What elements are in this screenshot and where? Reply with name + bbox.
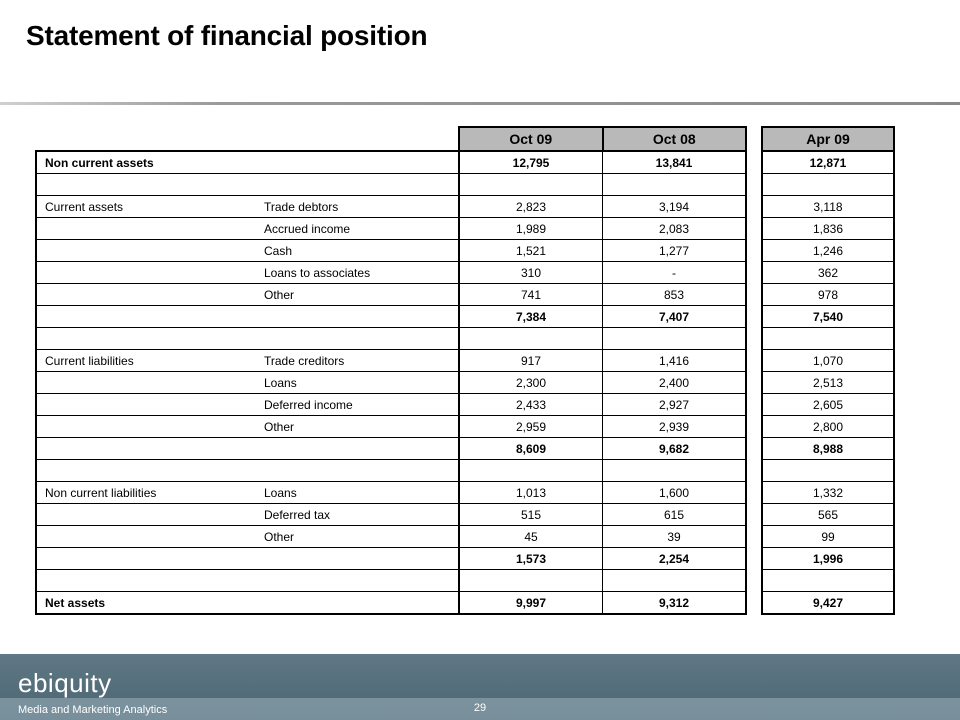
value-oct08: 2,400 xyxy=(603,372,747,394)
value-apr09: 565 xyxy=(762,504,894,526)
item-label xyxy=(252,306,459,328)
item-label xyxy=(252,570,459,592)
value-apr09: 1,070 xyxy=(762,350,894,372)
financial-position-table xyxy=(35,126,747,615)
value-apr09: 362 xyxy=(762,262,894,284)
value-oct09: 1,989 xyxy=(459,218,603,240)
table-row xyxy=(36,482,746,504)
table-row xyxy=(36,284,746,306)
table-row xyxy=(36,394,746,416)
item-label: Deferred income xyxy=(252,394,459,416)
section-label: Current liabilities xyxy=(36,350,252,372)
table-row xyxy=(36,196,746,218)
item-label: Accrued income xyxy=(252,218,459,240)
item-label xyxy=(252,548,459,570)
table-row xyxy=(36,262,746,284)
item-label: Other xyxy=(252,526,459,548)
table-row xyxy=(36,460,746,482)
value-apr09 xyxy=(762,570,894,592)
table-row xyxy=(762,592,894,615)
item-label xyxy=(252,151,459,174)
value-oct08: 3,194 xyxy=(603,196,747,218)
table-row xyxy=(762,196,894,218)
table-row xyxy=(762,416,894,438)
table-row xyxy=(762,151,894,174)
value-oct08 xyxy=(603,174,747,196)
section-label xyxy=(36,240,252,262)
value-oct08 xyxy=(603,460,747,482)
item-label xyxy=(252,174,459,196)
section-label xyxy=(36,328,252,350)
value-apr09: 1,996 xyxy=(762,548,894,570)
title-divider xyxy=(0,102,960,105)
table-row xyxy=(36,570,746,592)
value-oct09: 8,609 xyxy=(459,438,603,460)
item-label: Trade creditors xyxy=(252,350,459,372)
table-row xyxy=(762,394,894,416)
value-apr09: 1,246 xyxy=(762,240,894,262)
section-label xyxy=(36,174,252,196)
item-label xyxy=(252,460,459,482)
table-row xyxy=(762,174,894,196)
value-oct09: 7,384 xyxy=(459,306,603,328)
value-oct09: 1,573 xyxy=(459,548,603,570)
value-oct09: 1,013 xyxy=(459,482,603,504)
table-row xyxy=(36,328,746,350)
value-apr09: 7,540 xyxy=(762,306,894,328)
value-oct08: 1,277 xyxy=(603,240,747,262)
value-oct08: 853 xyxy=(603,284,747,306)
table-row xyxy=(36,174,746,196)
value-oct09 xyxy=(459,460,603,482)
value-oct09: 917 xyxy=(459,350,603,372)
value-oct08: 13,841 xyxy=(603,151,747,174)
table-row xyxy=(36,526,746,548)
value-oct09: 1,521 xyxy=(459,240,603,262)
value-oct09: 515 xyxy=(459,504,603,526)
table-row xyxy=(36,416,746,438)
section-label: Non current assets xyxy=(36,151,252,174)
item-label: Cash xyxy=(252,240,459,262)
value-apr09: 2,513 xyxy=(762,372,894,394)
item-label: Deferred tax xyxy=(252,504,459,526)
section-label xyxy=(36,460,252,482)
value-oct09: 2,300 xyxy=(459,372,603,394)
table-row xyxy=(762,482,894,504)
value-oct08 xyxy=(603,570,747,592)
section-label: Current assets xyxy=(36,196,252,218)
table-row xyxy=(762,240,894,262)
company-logo: ebiquity xyxy=(18,668,112,698)
value-apr09 xyxy=(762,174,894,196)
value-apr09 xyxy=(762,328,894,350)
value-apr09: 978 xyxy=(762,284,894,306)
value-oct08: 2,083 xyxy=(603,218,747,240)
item-label: Loans to associates xyxy=(252,262,459,284)
item-label: Loans xyxy=(252,482,459,504)
table-row xyxy=(762,306,894,328)
table-row xyxy=(36,592,746,615)
section-label xyxy=(36,372,252,394)
value-oct09: 2,433 xyxy=(459,394,603,416)
section-label xyxy=(36,218,252,240)
value-apr09: 1,836 xyxy=(762,218,894,240)
table-row xyxy=(762,570,894,592)
table-row xyxy=(36,306,746,328)
value-oct08: 9,682 xyxy=(603,438,747,460)
table-row xyxy=(762,372,894,394)
section-label: Net assets xyxy=(36,592,252,615)
item-label: Loans xyxy=(252,372,459,394)
item-label xyxy=(252,438,459,460)
value-oct09: 2,959 xyxy=(459,416,603,438)
table-row xyxy=(36,438,746,460)
value-oct08: 2,939 xyxy=(603,416,747,438)
value-oct08: 39 xyxy=(603,526,747,548)
value-apr09: 99 xyxy=(762,526,894,548)
value-oct09: 310 xyxy=(459,262,603,284)
item-label: Other xyxy=(252,284,459,306)
section-label xyxy=(36,284,252,306)
section-label xyxy=(36,306,252,328)
table-row xyxy=(36,240,746,262)
item-label xyxy=(252,592,459,615)
table-row xyxy=(762,548,894,570)
value-oct08: 1,600 xyxy=(603,482,747,504)
column-header-oct08: Oct 08 xyxy=(603,127,747,151)
value-oct08: 2,927 xyxy=(603,394,747,416)
table-row xyxy=(36,548,746,570)
table-row xyxy=(762,438,894,460)
section-label xyxy=(36,394,252,416)
item-label xyxy=(252,328,459,350)
section-label xyxy=(36,438,252,460)
company-tagline: Media and Marketing Analytics xyxy=(18,704,168,716)
value-oct09: 2,823 xyxy=(459,196,603,218)
item-label: Trade debtors xyxy=(252,196,459,218)
section-label xyxy=(36,262,252,284)
table-row xyxy=(36,372,746,394)
section-label xyxy=(36,416,252,438)
value-oct09 xyxy=(459,174,603,196)
column-header-oct09: Oct 09 xyxy=(459,127,603,151)
table-row xyxy=(762,328,894,350)
value-oct09 xyxy=(459,328,603,350)
value-apr09: 12,871 xyxy=(762,151,894,174)
section-label xyxy=(36,504,252,526)
page-title: Statement of financial position xyxy=(26,20,428,51)
value-oct09: 9,997 xyxy=(459,592,603,615)
section-label xyxy=(36,570,252,592)
table-row xyxy=(36,504,746,526)
value-oct08: 2,254 xyxy=(603,548,747,570)
value-oct09 xyxy=(459,570,603,592)
table-row xyxy=(762,504,894,526)
section-label xyxy=(36,548,252,570)
page-number: 29 xyxy=(473,702,487,714)
comparison-table xyxy=(761,126,895,615)
table-row xyxy=(762,460,894,482)
table-row xyxy=(762,526,894,548)
value-apr09 xyxy=(762,460,894,482)
value-apr09: 8,988 xyxy=(762,438,894,460)
value-oct08: 9,312 xyxy=(603,592,747,615)
value-oct08: - xyxy=(603,262,747,284)
header-blank xyxy=(36,127,459,151)
value-apr09: 2,800 xyxy=(762,416,894,438)
table-row xyxy=(36,218,746,240)
value-apr09: 3,118 xyxy=(762,196,894,218)
section-label xyxy=(36,526,252,548)
table-row xyxy=(36,350,746,372)
value-apr09: 2,605 xyxy=(762,394,894,416)
value-oct09: 741 xyxy=(459,284,603,306)
value-oct09: 45 xyxy=(459,526,603,548)
value-apr09: 9,427 xyxy=(762,592,894,615)
table-row xyxy=(762,284,894,306)
value-oct08: 615 xyxy=(603,504,747,526)
value-oct08: 7,407 xyxy=(603,306,747,328)
item-label: Other xyxy=(252,416,459,438)
value-oct08 xyxy=(603,328,747,350)
table-row xyxy=(36,151,746,174)
section-label: Non current liabilities xyxy=(36,482,252,504)
value-oct09: 12,795 xyxy=(459,151,603,174)
value-oct08: 1,416 xyxy=(603,350,747,372)
table-row xyxy=(762,218,894,240)
table-row xyxy=(762,350,894,372)
value-apr09: 1,332 xyxy=(762,482,894,504)
column-header-apr09: Apr 09 xyxy=(762,127,894,151)
table-row xyxy=(762,262,894,284)
